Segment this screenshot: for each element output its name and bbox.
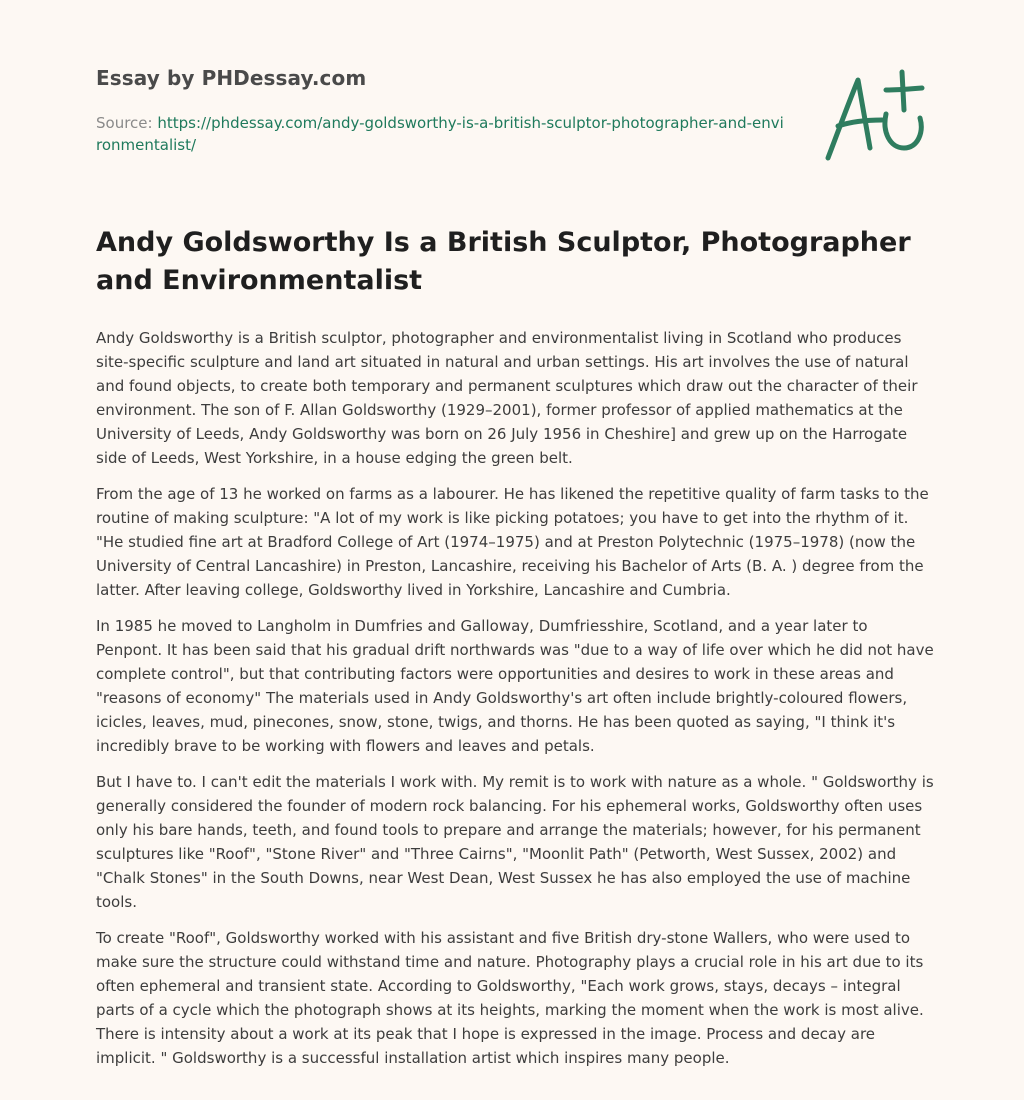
article-paragraph: In 1985 he moved to Langholm in Dumfries and Galloway, Dumfriesshire, Scotland, and a year later to Penpont. It has been said that his gradual drift northwards was "due to a way of life over which he did not have complete control", but that contributing factors were opportunities and desires to work in these areas and "reasons of economy" The materials used in Andy Goldsworthy's art often include brightly-coloured flowers, icicles, leaves, mud, pinecones, snow, stone, twigs, and thorns. He has been quoted as saying, "I think it's incredibly brave to be working with flowers and leaves and petals. — [96, 617, 934, 755]
article-paragraph: Andy Goldsworthy is a British sculptor, photographer and environmentalist living in Scotland who produces site-specific sculpture and land art situated in natural and urban settings. His art involves the use of natural and found objects, to create both temporary and permanent sculptures which draw out the character of their environment. The son of F. Allan Goldsworthy (1929–2001), former professor of applied mathematics at the University of Leeds, Andy Goldsworthy was born on 26 July 1956 in Cheshire] and grew up on the Harrogate side of Leeds, West Yorkshire, in a house edging the green belt. — [96, 329, 918, 467]
page-header — [96, 0, 928, 200]
article-paragraph: But I have to. I can't edit the materials I work with. My remit is to work with nature as a whole. " Goldsworthy is generally considered the founder of modern rock balancing. For his ephemeral works, Goldsworthy often uses only his bare hands, teeth, and found tools to prepare and arrange the materials; however, for his permanent sculptures like "Roof", "Stone River" and "Three Cairns", "Moonlit Path" (Petworth, West Sussex, 2002) and "Chalk Stones" in the South Downs, near West Dean, West Sussex he has also employed the use of machine tools. — [96, 773, 934, 911]
article-title: Andy Goldsworthy Is a British Sculptor, Photographer and Environmentalist — [96, 227, 911, 296]
source-line — [96, 112, 786, 156]
a-plus-grade-icon — [824, 66, 934, 166]
article-paragraph: To create "Roof", Goldsworthy worked with his assistant and five British dry-stone Wallers, who were used to make sure the structure could withstand time and nature. Photography plays a crucial role in his art due to its often ephemeral and transient state. According to Goldsworthy, "Each work grows, stays, decays – integral parts of a cycle which the photograph shows at its heights, marking the moment when the work is most alive. There is intensity about a work at its peak that I hope is expressed in the image. Process and decay are implicit. " Goldsworthy is a successful installation artist which inspires many people. — [96, 929, 924, 1067]
site-brand[interactable]: Essay by PHDessay.com — [96, 66, 367, 90]
a-plus-logo-svg — [824, 66, 934, 166]
source-label: Source: — [96, 114, 158, 132]
article-paragraph: From the age of 13 he worked on farms as a labourer. He has likened the repetitive quality of farm tasks to the routine of making sculpture: "A lot of my work is like picking potatoes; you have to get into the rhythm of it. "He studied fine art at Bradford College of Art (1974–1975) and at Preston Polytechnic (1975–1978) (now the University of Central Lancashire) in Preston, Lancashire, receiving his Bachelor of Arts (B. A. ) degree from the latter. After leaving college, Goldsworthy lived in Yorkshire, Lancashire and Cumbria. — [96, 485, 929, 599]
source-link[interactable]: https://phdessay.com/andy-goldsworthy-is-a-british-sculptor-photographer-and-environmentalist/ — [96, 114, 784, 154]
article-body — [96, 326, 936, 1082]
